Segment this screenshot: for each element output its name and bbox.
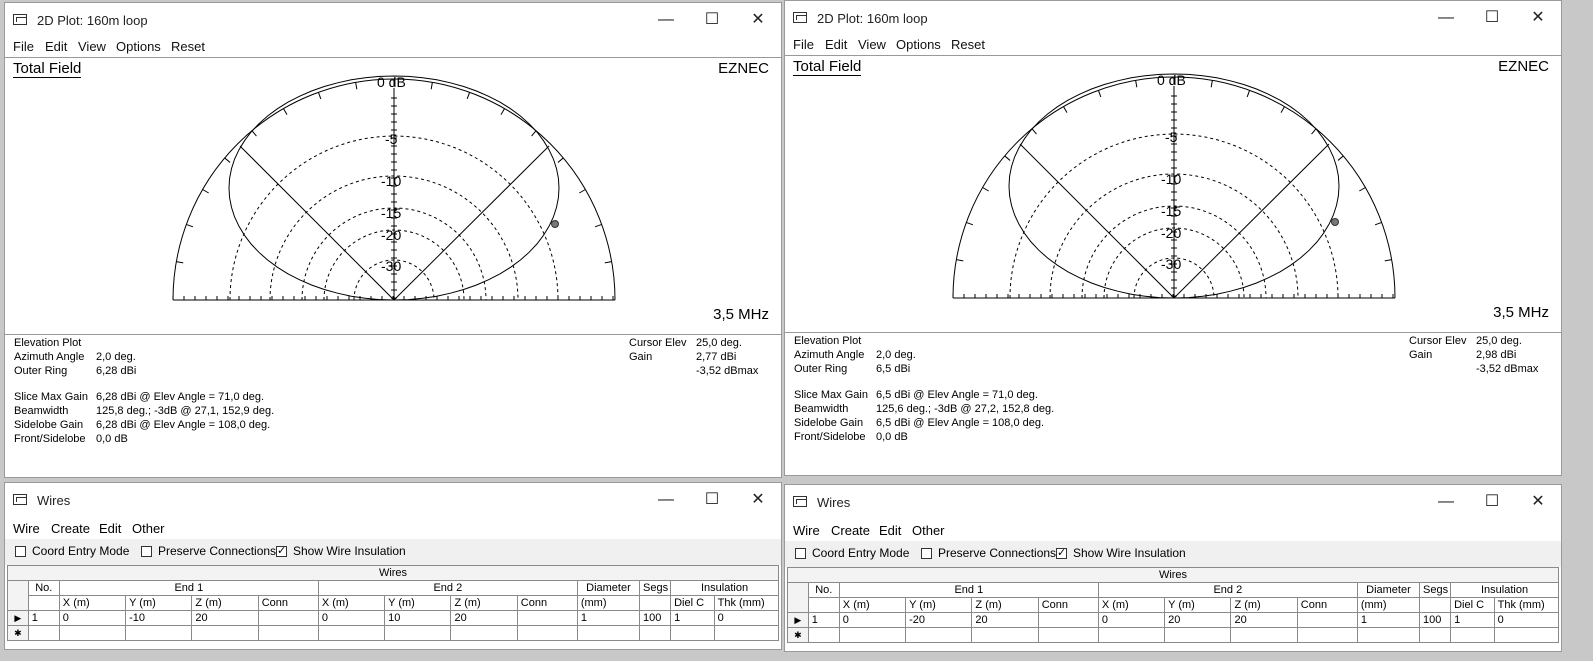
slice-max-gain-label: Slice Max Gain [14,391,88,403]
minimize-button[interactable]: — [658,491,674,508]
ring-label-15: -15 [1161,203,1182,219]
new-row-selector[interactable]: ✱ [8,626,29,641]
azimuth-angle-value: 2,0 deg. [96,351,136,363]
maximize-button[interactable]: ☐ [704,11,720,28]
ring-label-0: 0 dB [1157,72,1186,88]
gain-max-value: -3,52 dBmax [1476,363,1539,375]
menu-other[interactable]: Other [912,523,945,538]
cell-thk[interactable]: 0 [1494,613,1558,628]
minimize-button[interactable]: — [1438,9,1454,26]
cell-x2[interactable]: 0 [318,611,384,626]
beamwidth-line-right [394,146,549,300]
cell-dielc[interactable]: 1 [671,611,715,626]
plot-window [4,2,782,478]
gain-max-value: -3,52 dBmax [696,365,759,377]
front-sidelobe-value: 0,0 dB [876,431,908,443]
options-toolbar [785,541,1561,567]
cell-x1[interactable]: 0 [59,611,125,626]
slice-max-gain-label: Slice Max Gain [794,389,868,401]
cell-z1[interactable]: 20 [972,613,1038,628]
menu-reset[interactable]: Reset [171,39,205,54]
outer-ring-label: Outer Ring [794,363,848,375]
coord-entry-label: Coord Entry Mode [812,546,910,560]
window-icon [13,14,27,25]
azimuth-angle-label: Azimuth Angle [14,351,85,363]
azimuth-angle-value: 2,0 deg. [876,349,916,361]
col-header-conn1: Conn [1038,598,1098,613]
wires-window [4,482,782,650]
col-header-dielc: Diel C [671,596,715,611]
angle-tick [203,190,209,194]
angle-tick [1064,107,1068,113]
preserve-connections-label: Preserve Connections [938,546,1057,560]
cell-segs[interactable]: 100 [640,611,671,626]
col-header-x1: X (m) [839,598,905,613]
angle-tick [595,224,602,226]
angle-tick [579,190,585,194]
menu-options[interactable]: Options [896,37,941,52]
title-bar[interactable] [5,483,781,517]
angle-tick [176,262,183,263]
title-bar[interactable] [785,485,1561,519]
slice-max-gain-value: 6,28 dBi @ Elev Angle = 71,0 deg. [96,391,265,403]
ring-label-20: -20 [381,227,402,243]
new-row[interactable] [8,626,779,641]
ring-label-5: -5 [385,131,398,147]
menu-edit[interactable]: Edit [45,39,68,54]
title-bar[interactable] [785,1,1561,35]
coord-entry-label: Coord Entry Mode [32,544,130,558]
close-button[interactable]: ✕ [1531,9,1545,26]
show-insulation-label: Show Wire Insulation [293,544,406,558]
options-toolbar [5,539,781,565]
angle-tick [467,92,469,99]
col-group-segs: Segs [1420,583,1451,598]
close-button[interactable]: ✕ [751,11,765,28]
col-group-end2: End 2 [318,581,577,596]
window-title: Wires [817,495,851,510]
col-header-z2: Z (m) [451,596,517,611]
polar-plot[interactable] [5,58,781,334]
angle-tick [1136,80,1137,87]
menu-create[interactable]: Create [831,523,871,538]
col-header-diameter: (mm) [1357,598,1419,613]
col-group-end1: End 1 [59,581,318,596]
row-selector[interactable]: ▶ [8,611,29,626]
show-insulation-checkbox[interactable] [276,546,287,557]
outer-ring-label: Outer Ring [14,365,68,377]
col-header-x2: X (m) [1098,598,1164,613]
brand-label: EZNEC [1498,58,1549,75]
angle-tick [956,260,963,261]
slice-max-gain-value: 6,5 dBi @ Elev Angle = 71,0 deg. [876,389,1038,401]
angle-tick [252,131,256,136]
cursor-elev-value: 25,0 deg. [1476,335,1522,347]
ring-label-15: -15 [381,205,402,221]
sidelobe-gain-label: Sidelobe Gain [794,417,864,429]
cell-thk[interactable]: 0 [714,611,778,626]
col-header-y2: Y (m) [385,596,451,611]
table-row[interactable] [788,613,1559,628]
cursor-elev-value: 25,0 deg. [696,337,742,349]
angle-tick [1247,90,1249,97]
minimize-button[interactable]: — [1438,493,1454,510]
angle-tick [532,131,536,136]
beamwidth-value: 125,8 deg.; -3dB @ 27,1, 152,9 deg. [96,405,275,417]
ring-label-30: -30 [381,258,402,274]
menu-reset[interactable]: Reset [951,37,985,52]
new-row-selector[interactable]: ✱ [788,628,809,643]
window-icon [793,12,807,23]
col-header-z1: Z (m) [192,596,258,611]
wires-table[interactable] [7,565,779,641]
wires-grid[interactable] [787,567,1559,647]
col-header-z1: Z (m) [972,598,1038,613]
beamwidth-value: 125,6 deg.; -3dB @ 27,2, 152,8 deg. [876,403,1055,415]
angle-tick [1375,222,1382,224]
wires-grid[interactable] [7,565,779,645]
angle-tick [1211,80,1212,87]
angle-tick [1312,129,1316,134]
menu-file[interactable]: File [793,37,814,52]
table-caption: Wires [8,566,779,581]
window-title: 2D Plot: 160m loop [817,11,928,26]
angle-tick [225,158,230,162]
col-header-dielc: Diel C [1451,598,1495,613]
ring-label-20: -20 [1161,225,1182,241]
maximize-button[interactable]: ☐ [704,491,720,508]
col-group-insulation: Insulation [1451,583,1559,598]
plot-info-panel [785,333,1561,473]
ring-label-10: -10 [381,173,402,189]
col-group-no: No. [28,581,59,596]
angle-tick [501,109,505,115]
sidelobe-gain-value: 6,28 dBi @ Elev Angle = 108,0 deg. [96,419,271,431]
cell-z2[interactable]: 20 [451,611,517,626]
col-group-segs: Segs [640,581,671,596]
row-header-corner [8,581,29,611]
cell-y1[interactable]: -20 [906,613,972,628]
close-button[interactable]: ✕ [751,491,765,508]
angle-tick [558,158,563,162]
wires-table[interactable] [787,567,1559,643]
row-selector[interactable]: ▶ [788,613,809,628]
ring-label-10: -10 [1161,171,1182,187]
cell-diameter[interactable]: 1 [1357,613,1419,628]
maximize-button[interactable]: ☐ [1484,493,1500,510]
cell-y2[interactable]: 10 [385,611,451,626]
outer-ring-value: 6,28 dBi [96,365,137,377]
menu-file[interactable]: File [13,39,34,54]
coord-entry-checkbox[interactable] [795,548,806,559]
cell-dielc[interactable]: 1 [1451,613,1495,628]
col-header-x2: X (m) [318,596,384,611]
col-group-end1: End 1 [839,583,1098,598]
plot-area[interactable] [785,55,1561,333]
angle-tick [1098,90,1100,97]
col-header-thk: Thk (mm) [714,596,778,611]
beamwidth-label: Beamwidth [14,405,69,417]
cell-conn1[interactable] [258,611,318,626]
menu-bar [785,519,1561,539]
preserve-connections-checkbox[interactable] [141,546,152,557]
menu-bar [5,37,781,57]
title-bar[interactable] [5,3,781,37]
gain-value: 2,77 dBi [696,351,737,363]
cell-conn1[interactable] [1038,613,1098,628]
window-title: Wires [37,493,71,508]
angle-tick [983,188,989,192]
menu-edit[interactable]: Edit [879,523,902,538]
close-button[interactable]: ✕ [1531,493,1545,510]
show-insulation-checkbox[interactable] [1056,548,1067,559]
menu-edit[interactable]: Edit [99,521,122,536]
preserve-connections-checkbox[interactable] [921,548,932,559]
window-icon [13,494,27,505]
col-group-no: No. [808,583,839,598]
col-header-conn2: Conn [1297,598,1357,613]
angle-tick [1338,156,1343,160]
col-header-no [28,596,59,611]
window-icon [793,496,807,507]
sidelobe-gain-label: Sidelobe Gain [14,419,84,431]
col-header-x1: X (m) [59,596,125,611]
polar-plot[interactable] [785,56,1561,332]
cell-z2[interactable]: 20 [1231,613,1297,628]
angle-tick [1385,260,1392,261]
ring-label-5: -5 [1165,129,1178,145]
menu-other[interactable]: Other [132,521,165,536]
outer-ring-value: 6,5 dBi [876,363,911,375]
angle-tick [431,82,432,89]
col-group-insulation: Insulation [671,581,779,596]
col-header-segs [640,596,671,611]
azimuth-angle-label: Azimuth Angle [794,349,865,361]
preserve-connections-label: Preserve Connections [158,544,277,558]
col-header-thk: Thk (mm) [1494,598,1558,613]
cursor-marker[interactable] [1332,219,1339,226]
cell-x1[interactable]: 0 [839,613,905,628]
row-header-corner [788,583,809,613]
col-header-z2: Z (m) [1231,598,1297,613]
table-caption: Wires [788,568,1559,583]
beamwidth-label: Beamwidth [794,403,849,415]
angle-tick [1005,156,1010,160]
front-sidelobe-label: Front/Sidelobe [794,431,866,443]
menu-wire[interactable]: Wire [793,523,820,538]
col-header-y1: Y (m) [906,598,972,613]
elevation-plot-label: Elevation Plot [14,337,82,349]
menu-edit[interactable]: Edit [825,37,848,52]
gain-label: Gain [629,351,653,363]
col-header-y1: Y (m) [126,596,192,611]
front-sidelobe-value: 0,0 dB [96,433,128,445]
brand-label: EZNEC [718,60,769,77]
beamwidth-line-right [1174,144,1329,298]
col-header-diameter: (mm) [577,596,639,611]
angle-tick [1032,129,1036,134]
col-header-no [808,598,839,613]
plot-window [784,0,1562,476]
angle-tick [284,109,288,115]
wires-window [784,484,1562,652]
beamwidth-line-left [1020,144,1174,298]
angle-tick [966,222,973,224]
menu-view[interactable]: View [78,39,106,54]
cell-no[interactable]: 1 [28,611,59,626]
menu-options[interactable]: Options [116,39,161,54]
cell-x2[interactable]: 0 [1098,613,1164,628]
maximize-button[interactable]: ☐ [1484,9,1500,26]
table-row[interactable] [8,611,779,626]
angle-tick [318,92,320,99]
menu-view[interactable]: View [858,37,886,52]
cell-diameter[interactable]: 1 [577,611,639,626]
cell-segs[interactable]: 100 [1420,613,1451,628]
angle-tick [1359,188,1365,192]
menu-bar [785,35,1561,55]
cell-z1[interactable]: 20 [192,611,258,626]
gain-label: Gain [1409,349,1433,361]
cell-conn2[interactable] [517,611,577,626]
ring-label-0: 0 dB [377,74,406,90]
window-title: 2D Plot: 160m loop [37,13,148,28]
beamwidth-line-left [240,146,394,300]
col-header-y2: Y (m) [1165,598,1231,613]
col-group-end2: End 2 [1098,583,1357,598]
minimize-button[interactable]: — [658,11,674,28]
front-sidelobe-label: Front/Sidelobe [14,433,86,445]
cell-no[interactable]: 1 [808,613,839,628]
cursor-elev-label: Cursor Elev [1409,335,1467,347]
menu-bar [5,517,781,537]
cursor-marker[interactable] [552,221,559,228]
elevation-plot-label: Elevation Plot [794,335,862,347]
frequency-label: 3,5 MHz [1493,304,1549,321]
plot-info-panel [5,335,781,475]
menu-wire[interactable]: Wire [13,521,40,536]
coord-entry-checkbox[interactable] [15,546,26,557]
ring-label-30: -30 [1161,256,1182,272]
new-row[interactable] [788,628,1559,643]
col-header-segs [1420,598,1451,613]
plot-title: Total Field [793,58,862,75]
angle-tick [356,82,357,89]
angle-tick [186,224,193,226]
frequency-label: 3,5 MHz [713,306,769,323]
col-group-diameter: Diameter [1357,583,1419,598]
show-insulation-label: Show Wire Insulation [1073,546,1186,560]
cell-y1[interactable]: -10 [126,611,192,626]
gain-value: 2,98 dBi [1476,349,1517,361]
plot-title: Total Field [13,60,82,77]
sidelobe-gain-value: 6,5 dBi @ Elev Angle = 108,0 deg. [876,417,1045,429]
cell-y2[interactable]: 20 [1165,613,1231,628]
col-header-conn2: Conn [517,596,577,611]
menu-create[interactable]: Create [51,521,91,536]
angle-tick [1281,107,1285,113]
col-header-conn1: Conn [258,596,318,611]
plot-area[interactable] [5,57,781,335]
cell-conn2[interactable] [1297,613,1357,628]
cursor-elev-label: Cursor Elev [629,337,687,349]
angle-tick [605,262,612,263]
col-group-diameter: Diameter [577,581,639,596]
